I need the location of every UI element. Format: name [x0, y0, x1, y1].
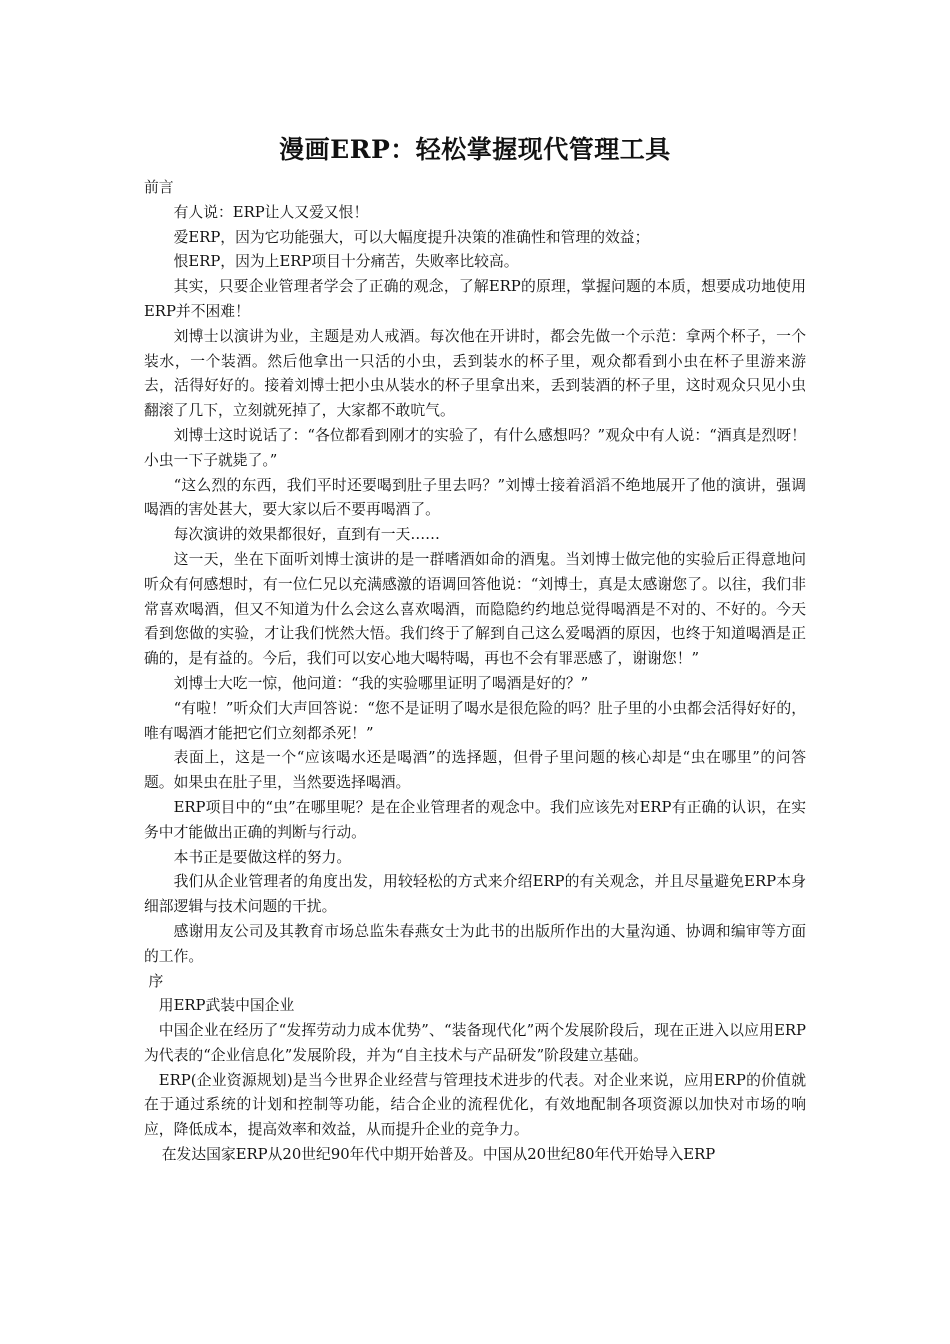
- paragraph: 感谢用友公司及其教育市场总监朱春燕女士为此书的出版所作出的大量沟通、协调和编审等方面的工作。: [144, 922, 806, 965]
- heading-preface: 前言: [144, 179, 174, 196]
- paragraph: 这一天，坐在下面听刘博士演讲的是一群嗜酒如命的酒鬼。当刘博士做完他的实验后正得意地问听众有何感想时，有一位仁兄以充满感激的语调回答他说：“刘博士，真是太感谢您了。以往，我们非常喜欢喝酒，但又不知道为什么会这么喜欢喝酒，而隐隐约约地总觉得喝酒是不对的、不好的。今天看到您做的实验，才让我们恍然大悟。我们终于了解到自己这么爱喝酒的原因，也终于知道喝酒是正确的，是有益的。今后，我们可以安心地大喝特喝，再也不会有罪恶感了，谢谢您！”: [144, 550, 806, 668]
- document-title: 漫画ERP：轻松掌握现代管理工具: [279, 135, 671, 164]
- paragraph: 有人说：ERP让人又爱又恨！: [173, 203, 369, 221]
- paragraph: 每次演讲的效果都很好，直到有一天……: [173, 526, 440, 544]
- paragraph: 在发达国家ERP从20世纪90年代中期开始普及。中国从20世纪80年代开始导入ERP: [161, 1146, 716, 1164]
- paragraph: 我们从企业管理者的角度出发，用较轻松的方式来介绍ERP的有关观念，并且尽量避免ERP本身细部逻辑与技术问题的干扰。: [144, 873, 806, 916]
- paragraph: 刘博士以演讲为业，主题是劝人戒酒。每次他在开讲时，都会先做一个示范：拿两个杯子，一个装水，一个装酒。然后他拿出一只活的小虫，丢到装水的杯子里，观众都看到小虫在杯子里游来游去，活得好好的。接着刘博士把小虫从装水的杯子里拿出来，丢到装酒的杯子里，这时观众只见小虫翻滚了几下，立刻就死掉了，大家都不敢吭气。: [144, 327, 806, 420]
- paragraph: 中国企业在经历了“发挥劳动力成本优势”、“装备现代化”两个发展阶段后，现在正进入以应用ERP为代表的“企业信息化”发展阶段，并为“自主技术与产品研发”阶段建立基础。: [144, 1022, 806, 1064]
- paragraph: “有啦！”听众们大声回答说：“您不是证明了喝水是很危险的吗？肚子里的小虫都会活得好好的，唯有喝酒才能把它们立刻都杀死！”: [144, 699, 806, 742]
- paragraph: 恨ERP，因为上ERP项目十分痛苦，失败率比较高。: [173, 253, 519, 271]
- paragraph: 刘博士这时说话了：“各位都看到刚才的实验了，有什么感想吗？”观众中有人说：“酒真是烈呀！小虫一下子就毙了。”: [144, 426, 806, 469]
- paragraph: ERP(企业资源规划)是当今世界企业经营与管理技术进步的代表。对企业来说，应用ERP的价值就在于通过系统的计划和控制等功能，结合企业的流程优化，有效地配制各项资源以加快对市场的响应，降低成本，提高效率和效益，从而提升企业的竞争力。: [144, 1071, 806, 1139]
- paragraph: 表面上，这是一个“应该喝水还是喝酒”的选择题，但骨子里问题的核心却是“虫在哪里”的问答题。如果虫在肚子里，当然要选择喝酒。: [144, 749, 806, 792]
- paragraph: ERP项目中的“虫”在哪里呢？是在企业管理者的观念中。我们应该先对ERP有正确的认识，在实务中才能做出正确的判断与行动。: [144, 798, 806, 841]
- section-title: 用ERP武装中国企业: [158, 997, 295, 1015]
- paragraph: “这么烈的东西，我们平时还要喝到肚子里去吗？”刘博士接着滔滔不绝地展开了他的演讲，强调喝酒的害处甚大，要大家以后不要再喝酒了。: [144, 476, 806, 519]
- document-page: [144, 128, 806, 1168]
- paragraph: 刘博士大吃一惊，他问道：“我的实验哪里证明了喝酒是好的？”: [173, 674, 589, 692]
- heading-foreword: 序: [148, 972, 164, 990]
- paragraph: 本书正是要做这样的努力。: [173, 848, 352, 866]
- paragraph: 其实，只要企业管理者学会了正确的观念，了解ERP的原理，掌握问题的本质，想要成功地使用ERP并不困难！: [144, 278, 806, 320]
- paragraph: 爱ERP，因为它功能强大，可以大幅度提升决策的准确性和管理的效益；: [173, 228, 650, 246]
